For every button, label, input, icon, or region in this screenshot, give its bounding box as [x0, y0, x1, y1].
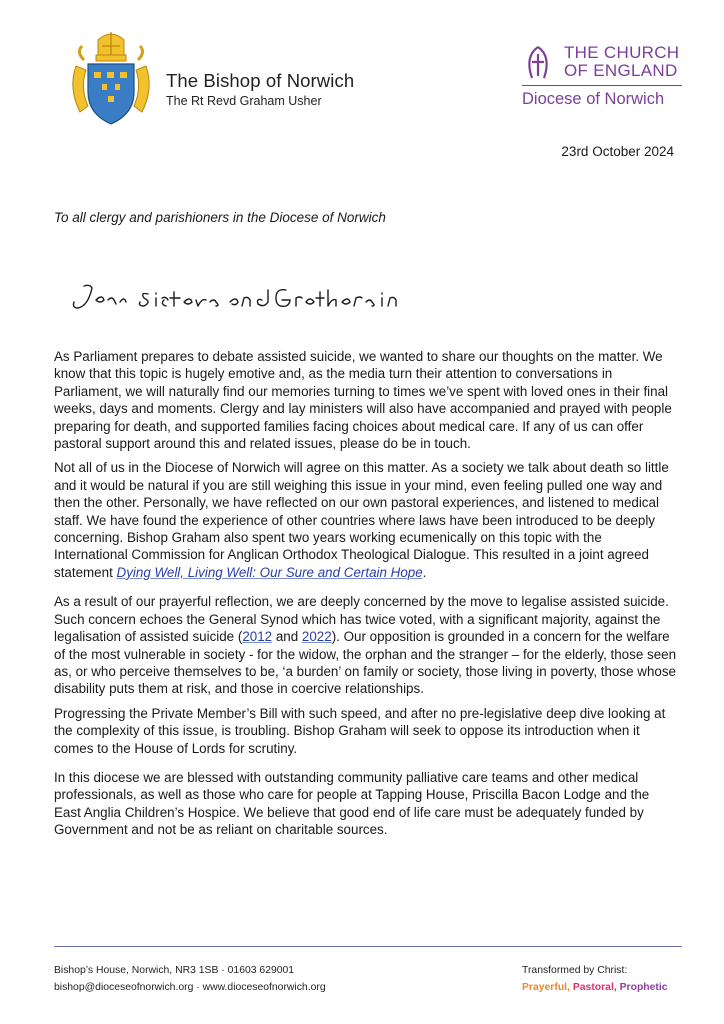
footer-contact	[54, 962, 326, 996]
logo-divider	[522, 85, 682, 86]
paragraph-3-and: and	[272, 629, 302, 645]
paragraph-5: In this diocese we are blessed with outstanding community palliative care teams and other medical professionals, as well as those who care for people at Tapping House, Priscilla Bacon Lodge and the East Anglia Children’s Hospice. We believe that good end of life care must be adequately funded by Government and not be as reliant on charitable sources.	[54, 769, 650, 838]
tagline-pastoral: Pastoral,	[572, 982, 617, 993]
tagline-prophetic: Prophetic	[619, 982, 668, 993]
bishop-crest-logo	[62, 26, 160, 128]
paragraph-2	[54, 459, 678, 581]
footer-email-web: bishop@dioceseofnorwich.org · www.dioceseofnorwich.org	[54, 982, 326, 993]
paragraph-4: Progressing the Private Member’s Bill with such speed, and after no pre-legislative deep dive looking at the complexity of this issue, is troubling. Bishop Graham will seek to oppose its introduction when it comes to the House of Lords for scrutiny.	[54, 705, 666, 756]
footer-tagline	[522, 962, 668, 996]
org-name	[564, 44, 679, 80]
paragraph-3-end: ). Our opposition is grounded in a concern for the welfare of the most vulnerable in society - for the widow, the orphan and the stranger – for the elderly, those seen as, or who perceive themselves to be, ‘a burden’ on family or society, those living in poverty, those whose disability puts them at risk, and those in coercive relationships.	[54, 629, 677, 697]
paragraph-1: As Parliament prepares to debate assisted suicide, we wanted to share our thoughts on the matter. We know that this topic is hugely emotive and, as the media turn their attention to conversations in Parliament, we will naturally find our memories turning to times we’ve spent with loved ones in their final weeks, days and moments. Clergy and lay ministers will also have accompanied and prayed with people preparing for death, and supported families facing choices about medical care. If any of us can offer pastoral support around this and related issues, please do be in touch.	[54, 349, 672, 452]
footer-address: Bishop’s House, Norwich, NR3 1SB · 01603 629001	[54, 965, 295, 976]
statement-link[interactable]: Dying Well, Living Well: Our Sure and Certain Hope	[116, 564, 423, 580]
letter-date: 23rd October 2024	[561, 144, 674, 159]
paragraph-2-text: Not all of us in the Diocese of Norwich will agree on this matter. As a society we talk about death so little and it would be natural if you are still weighing this issue in your mind, even feeling pulled one way and then the other. Personally, we have reflected on our own pastoral experiences, and listened to medical staff. We have found the experience of other countries where laws have been introduced to be deeply concerning. Bishop Graham also spent two years working ecumenically on this topic with the International Commission for Anglican Orthodox Theological Dialogue. This resulted in a joint agreed statement	[54, 460, 669, 580]
church-of-england-logo	[518, 44, 686, 114]
paragraph-3	[54, 593, 678, 697]
letter-addressee: To all clergy and parishioners in the Diocese of Norwich	[54, 210, 386, 225]
footer-divider	[54, 946, 682, 947]
letter-body	[54, 348, 678, 846]
synod-2012-link[interactable]: 2012	[242, 629, 273, 645]
bishop-subtitle: The Rt Revd Graham Usher	[166, 94, 322, 108]
diocese-name: Diocese of Norwich	[522, 90, 665, 108]
tagline-words	[522, 979, 668, 996]
paragraph-3-start: As a result of our prayerful reflection, we are deeply concerned by the move to legalise assisted suicide. Such concern echoes the General Synod which has twice voted, with a significant majority, against the legalisation of assisted suicide (	[54, 594, 669, 645]
synod-2022-link[interactable]: 2022	[301, 629, 332, 645]
paragraph-2-end: .	[422, 564, 427, 580]
tagline-prayerful: Prayerful,	[522, 982, 570, 993]
bishop-title: The Bishop of Norwich	[166, 70, 355, 91]
org-name-line1: THE CHURCH	[564, 43, 680, 62]
cross-icon	[524, 46, 552, 80]
org-name-line2: OF ENGLAND	[564, 61, 678, 80]
tagline-intro: Transformed by Christ:	[522, 965, 628, 976]
handwritten-salutation	[70, 280, 410, 316]
